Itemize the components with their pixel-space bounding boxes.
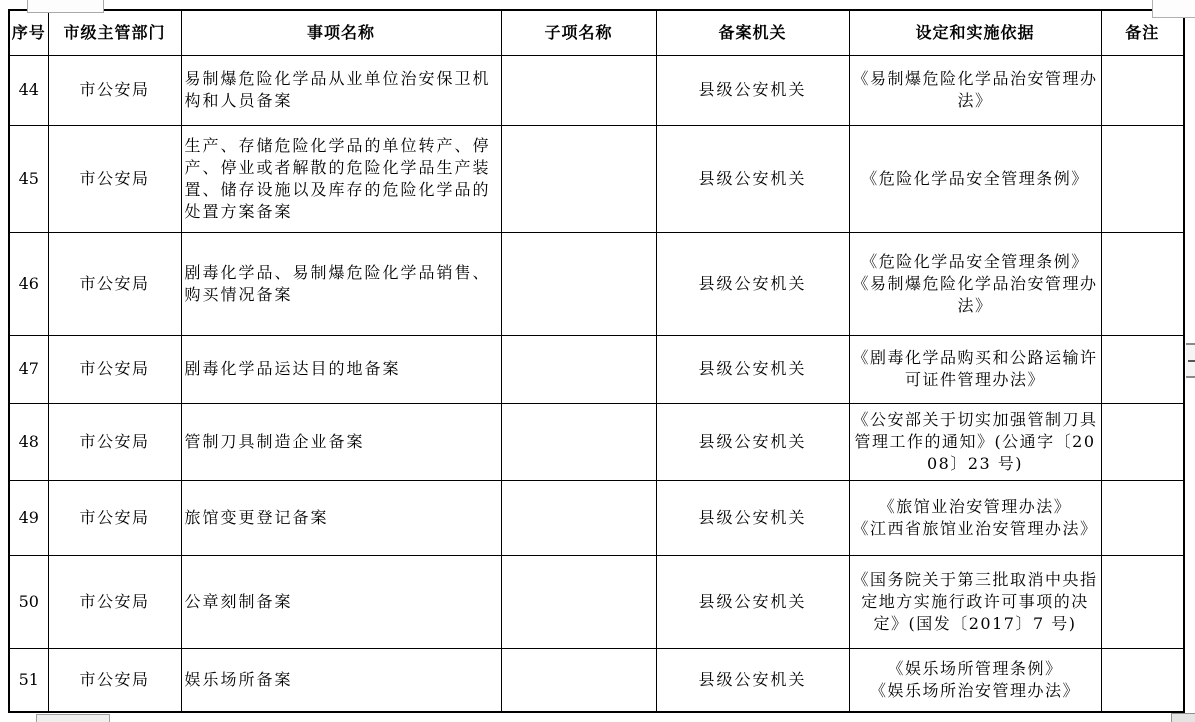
cell-note: [1101, 335, 1184, 403]
cell-basis: [849, 403, 1101, 480]
basis-line: 《江西省旅馆业治安管理办法》: [852, 518, 1098, 538]
cell-no: 47: [9, 335, 48, 403]
col-header-note: 备注: [1101, 10, 1184, 55]
cell-note: [1101, 648, 1184, 712]
col-header-item: 事项名称: [181, 10, 501, 55]
cell-sub: [501, 555, 656, 648]
cell-sub: [501, 55, 656, 125]
cell-no: 48: [9, 403, 48, 480]
cell-item: 剧毒化学品运达目的地备案: [181, 335, 501, 403]
cell-item: 公章刻制备案: [181, 555, 501, 648]
cell-basis: [849, 232, 1101, 335]
cell-item: 易制爆危险化学品从业单位治安保卫机构和人员备案: [181, 55, 501, 125]
basis-line: 《娱乐场所管理条例》: [887, 658, 1063, 678]
cell-dept: 市公安局: [48, 55, 181, 125]
cell-sub: [501, 232, 656, 335]
clipped-cell-artifact-bottom-left: [36, 714, 110, 722]
basis-line: 《易制爆危险化学品治安管理办法》: [852, 273, 1098, 315]
cell-no: 50: [9, 555, 48, 648]
cell-basis: [849, 648, 1101, 712]
table-row: [9, 648, 1184, 712]
table-row: [9, 125, 1184, 232]
table-row: [9, 55, 1184, 125]
cell-item: 旅馆变更登记备案: [181, 480, 501, 555]
cell-authority: 县级公安机关: [656, 232, 849, 335]
filing-items-table: [8, 9, 1185, 713]
cell-sub: [501, 403, 656, 480]
cell-basis: [849, 125, 1101, 232]
col-header-authority: 备案机关: [656, 10, 849, 55]
cell-item: 生产、存储危险化学品的单位转产、停产、停业或者解散的危险化学品生产装置、储存设施以及库存的危险化学品的处置方案备案: [181, 125, 501, 232]
cell-item: 管制刀具制造企业备案: [181, 403, 501, 480]
scrollbar-thumb[interactable]: [1186, 343, 1195, 378]
col-header-basis: 设定和实施依据: [849, 10, 1101, 55]
cell-dept: 市公安局: [48, 232, 181, 335]
cell-no: 44: [9, 55, 48, 125]
cell-dept: 市公安局: [48, 403, 181, 480]
cell-basis: [849, 335, 1101, 403]
cell-item: 剧毒化学品、易制爆危险化学品销售、购买情况备案: [181, 232, 501, 335]
header-row: [9, 10, 1184, 55]
cell-item: 娱乐场所备案: [181, 648, 501, 712]
cell-authority: 县级公安机关: [656, 335, 849, 403]
cell-authority: 县级公安机关: [656, 403, 849, 480]
table-row: [9, 335, 1184, 403]
clipped-cell-artifact-top-left: [27, 0, 104, 13]
clipped-cell-artifact-top-right: [1152, 0, 1195, 18]
basis-line: 《剧毒化学品购买和公路运输许可证件管理办法》: [852, 348, 1098, 389]
cell-dept: 市公安局: [48, 480, 181, 555]
cell-note: [1101, 55, 1184, 125]
cell-authority: 县级公安机关: [656, 648, 849, 712]
table-row: [9, 232, 1184, 335]
basis-line: 《危险化学品安全管理条例》: [861, 168, 1089, 188]
cell-authority: 县级公安机关: [656, 555, 849, 648]
cell-sub: [501, 648, 656, 712]
col-header-dept: 市级主管部门: [48, 10, 181, 55]
cell-sub: [501, 335, 656, 403]
table-body: [9, 55, 1184, 712]
cell-authority: 县级公安机关: [656, 125, 849, 232]
cell-note: [1101, 555, 1184, 648]
clipped-cell-artifact-bottom-right: [1171, 713, 1195, 722]
cell-note: [1101, 232, 1184, 335]
basis-line: 《娱乐场所治安管理办法》: [869, 680, 1080, 700]
cell-no: 51: [9, 648, 48, 712]
table-row: [9, 403, 1184, 480]
cell-sub: [501, 480, 656, 555]
cell-basis: [849, 480, 1101, 555]
cell-sub: [501, 125, 656, 232]
cell-basis: [849, 55, 1101, 125]
cell-authority: 县级公安机关: [656, 480, 849, 555]
cell-authority: 县级公安机关: [656, 55, 849, 125]
scrollbar-thumb-grip: [1188, 360, 1195, 362]
cell-basis: [849, 555, 1101, 648]
cell-note: [1101, 125, 1184, 232]
col-header-no: 序号: [9, 10, 48, 55]
table-row: [9, 555, 1184, 648]
cell-dept: 市公安局: [48, 125, 181, 232]
cell-dept: 市公安局: [48, 555, 181, 648]
basis-line: 《易制爆危险化学品治安管理办法》: [852, 69, 1098, 110]
cell-dept: 市公安局: [48, 335, 181, 403]
col-header-sub: 子项名称: [501, 10, 656, 55]
cell-note: [1101, 403, 1184, 480]
cell-no: 45: [9, 125, 48, 232]
basis-line: 《国务院关于第三批取消中央指定地方实施行政许可事项的决定》(国发〔2017〕7 号): [852, 569, 1098, 633]
basis-line: 《危险化学品安全管理条例》: [861, 251, 1089, 271]
cell-no: 46: [9, 232, 48, 335]
cell-no: 49: [9, 480, 48, 555]
basis-line: 《旅馆业治安管理办法》: [878, 496, 1072, 516]
cell-dept: 市公安局: [48, 648, 181, 712]
basis-line: 《公安部关于切实加强管制刀具管理工作的通知》(公通字〔2008〕23 号): [852, 409, 1098, 473]
table-row: [9, 480, 1184, 555]
cell-note: [1101, 480, 1184, 555]
